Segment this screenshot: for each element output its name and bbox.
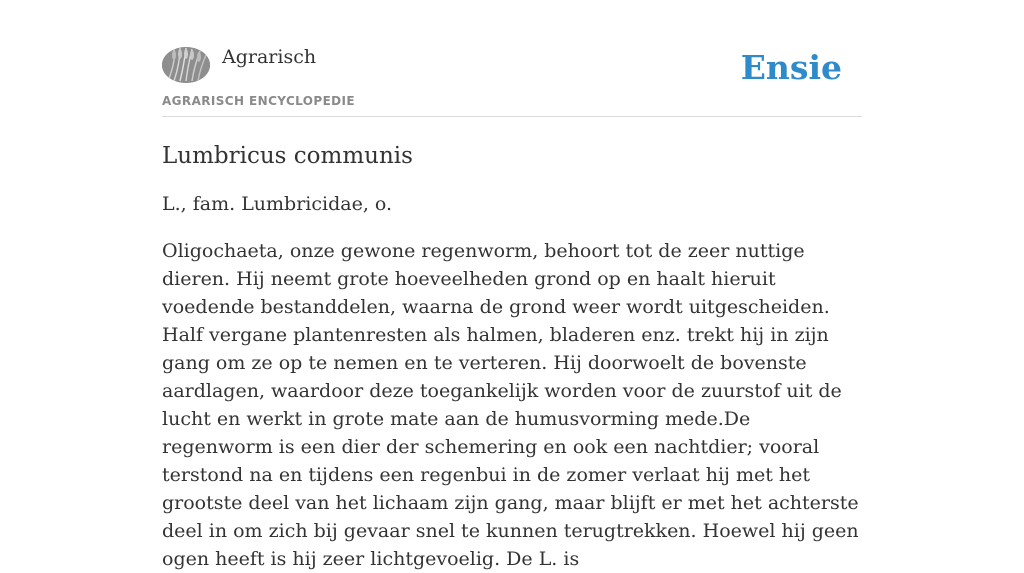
article-lead: L., fam. Lumbricidae, o.: [162, 193, 393, 215]
brand-logo-link[interactable]: Ensie: [740, 48, 842, 87]
source-subtitle: AGRARISCH ENCYCLOPEDIE: [162, 94, 355, 108]
article-title: Lumbricus communis: [162, 143, 413, 169]
article-body: Oligochaeta, onze gewone regenworm, behoort tot de zeer nuttige dieren. Hij neemt grote hoeveelheden grond op en haalt hieruit voedende bestanddelen, waarna de grond weer wordt uitgescheiden. Half vergane plantenresten als halmen, bladeren enz. trekt hij in zijn gang om ze op te nemen en te verteren. Hij doorwoelt de bovenste aardlagen, waardoor deze toegankelijk worden voor de zuurstof uit de lucht en werkt in grote mate aan de humusvorming mede.De regenworm is een dier der schemering en ook een nachtdier; vooral terstond na en tijdens een regenbui in de zomer verlaat hij met het grootste deel van het lichaam zijn gang, maar blijft er met het achterste deel in om zich bij gevaar snel te kunnen terugtrekken. Hoewel hij geen ogen heeft is hij zeer lichtgevoelig. De L. is: [162, 240, 859, 570]
page: [162, 0, 862, 573]
wheat-sheaf-icon[interactable]: [162, 47, 210, 83]
header: [162, 0, 862, 117]
source-name[interactable]: Agrarisch: [222, 46, 317, 68]
